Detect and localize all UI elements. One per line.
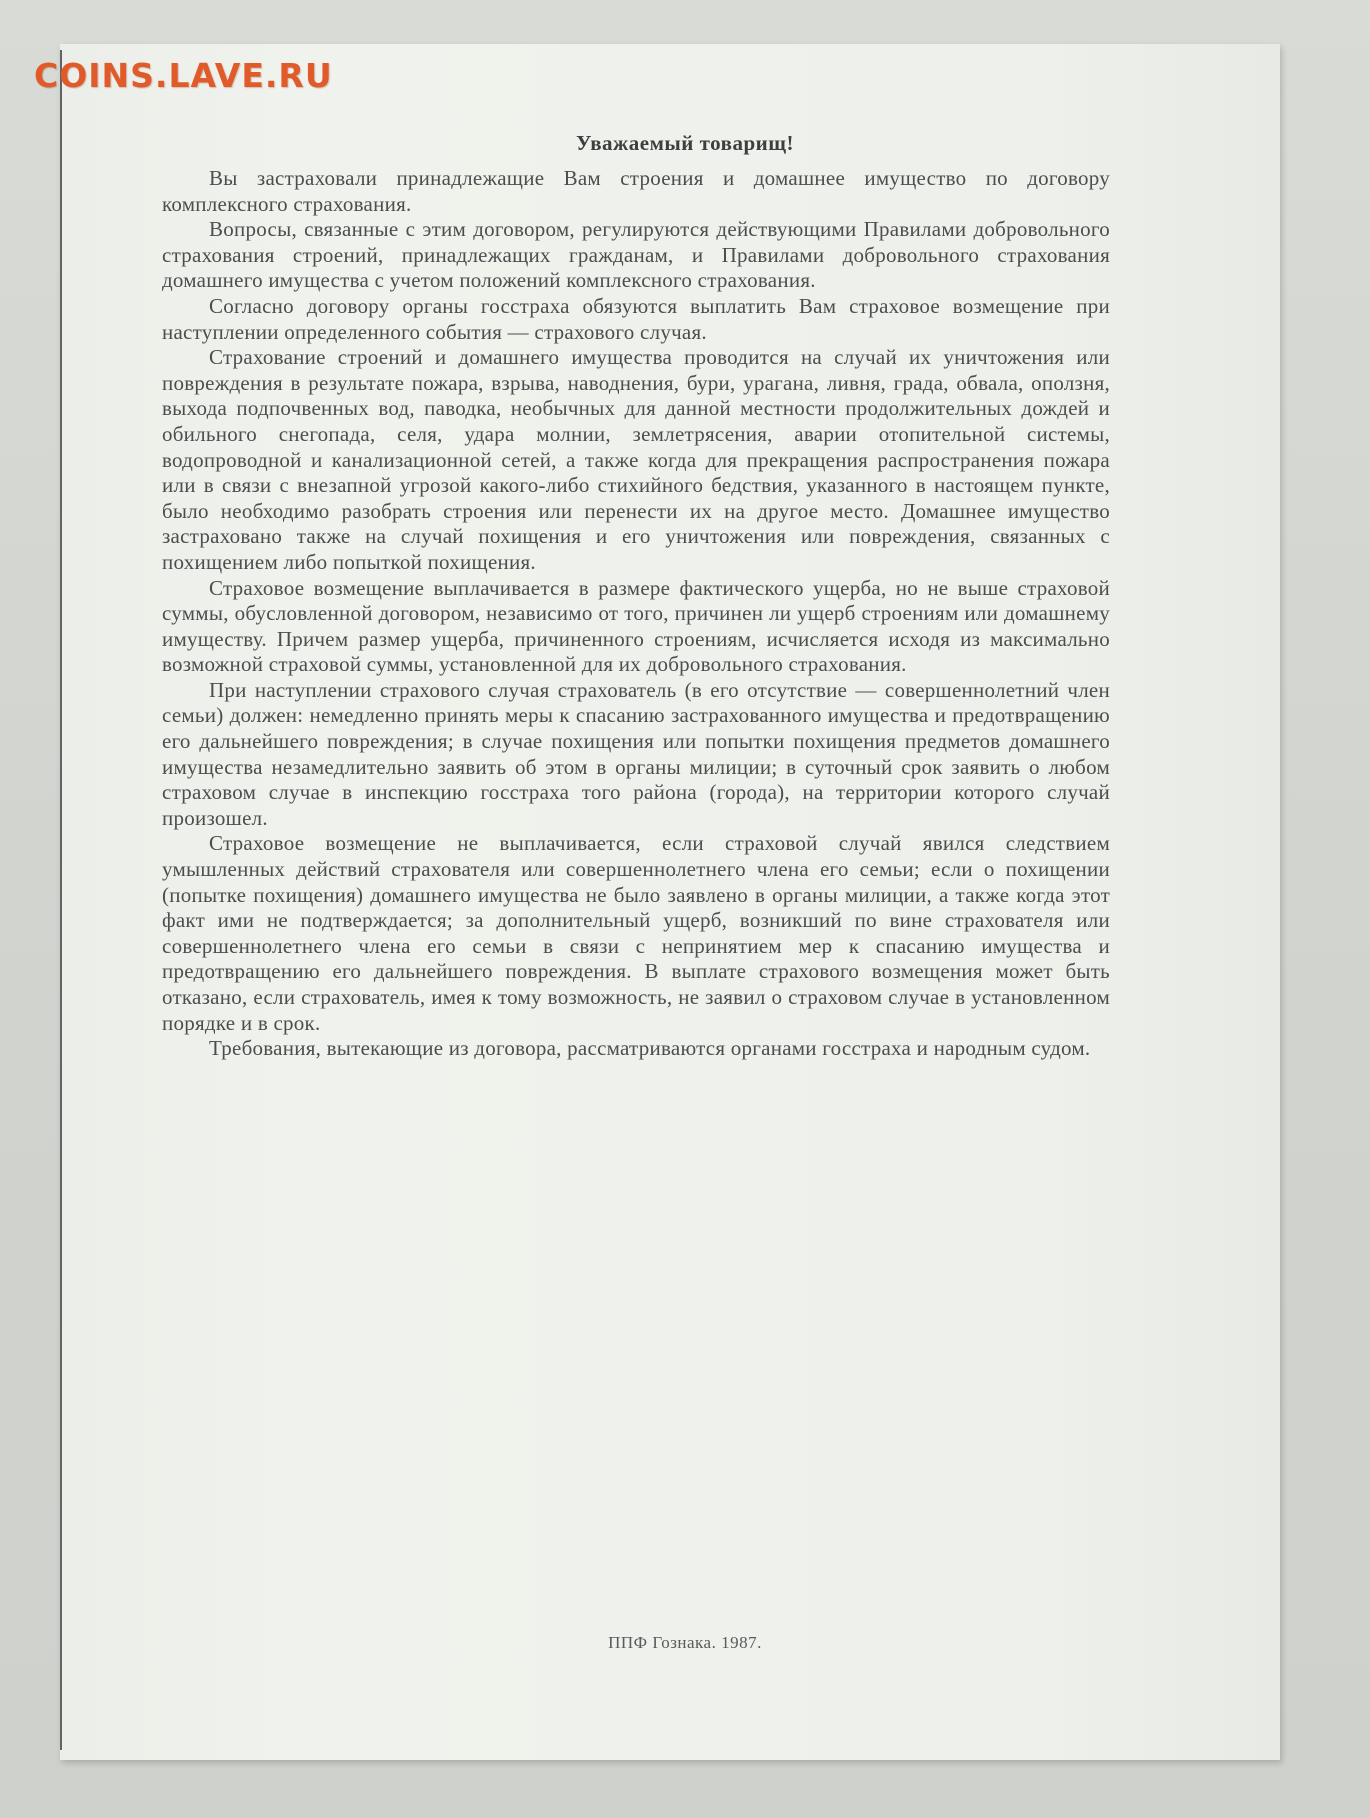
paragraph: Вопросы, связанные с этим договором, регулируются действующими Правилами добровольного страхования строений, принадлежащих гражданам, и Правилами добровольного страхования домашнего имущества с учетом положений комплексного страхования. — [162, 217, 1110, 293]
paragraph: Вы застраховали принадлежащие Вам строения и домашнее имущество по договору комплексного страхования. — [162, 166, 1110, 216]
watermark-logo: COINS.LAVE.RU — [34, 56, 333, 95]
document-title: Уважаемый товарищ! — [576, 131, 794, 155]
paragraph: Страхование строений и домашнего имущества проводится на случай их уничтожения или повреждения в результате пожара, взрыва, наводнения, бури, урагана, ливня, града, обвала, оползня, выхода подпочвенных вод, паводка, необычных для данной местности продолжительных дождей и обильного снегопада, селя, удара молнии, землетрясения, аварии отопительной системы, водопроводной и канализационной сетей, а также когда для прекращения распространения пожара или в связи с внезапной угрозой какого-либо стихийного бедствия, указанного в настоящем пункте, было необходимо разобрать строения или перенести их на другое место. Домашнее имущество застраховано также на случай похищения и его уничтожения или повреждения, связанных с похищением либо попыткой похищения. — [162, 345, 1110, 574]
printer-imprint: ППФ Гознака. 1987. — [608, 1633, 762, 1652]
paragraph: Страховое возмещение выплачивается в размере фактического ущерба, но не выше страховой суммы, обусловленной договором, независимо от того, причинен ли ущерб строениям или домашнему имуществу. Причем размер ущерба, причиненного строениям, исчисляется исходя из максимально возможной страховой суммы, установленной для их добровольного страхования. — [162, 575, 1110, 677]
paragraph: При наступлении страхового случая страхователь (в его отсутствие — совершеннолетний член семьи) должен: немедленно принять меры к спасанию застрахованного имущества и предотвращению его дальнейшего повреждения; в случае похищения или попытки похищения предметов домашнего имущества незамедлительно заявить об этом в органы милиции; в суточный срок заявить о любом страховом случае в инспекцию госстраха того района (города), на территории которого случай произошел. — [162, 677, 1110, 830]
paragraph: Страховое возмещение не выплачивается, если страховой случай явился следствием умышленных действий страхователя или совершеннолетнего члена его семьи; если о похищении (попытке похищения) домашнего имущества не было заявлено в органы милиции, а также когда этот факт ими не подтверждается; за дополнительный ущерб, возникший по вине страхователя или совершеннолетнего члена его семьи в связи с непринятием мер к спасанию имущества и предотвращению его дальнейшего повреждения. В выплате страхового возмещения может быть отказано, если страхователь, имея к тому возможность, не заявил о страховом случае в установленном порядке и в срок. — [162, 831, 1110, 1035]
document-body — [162, 166, 1110, 1062]
paragraph: Требования, вытекающие из договора, рассматриваются органами госстраха и народным судом. — [209, 1036, 1091, 1061]
paragraph: Согласно договору органы госстраха обязуются выплатить Вам страховое возмещение при наступлении определенного события — страхового случая. — [162, 293, 1110, 344]
sheet-left-edge — [60, 50, 62, 1750]
